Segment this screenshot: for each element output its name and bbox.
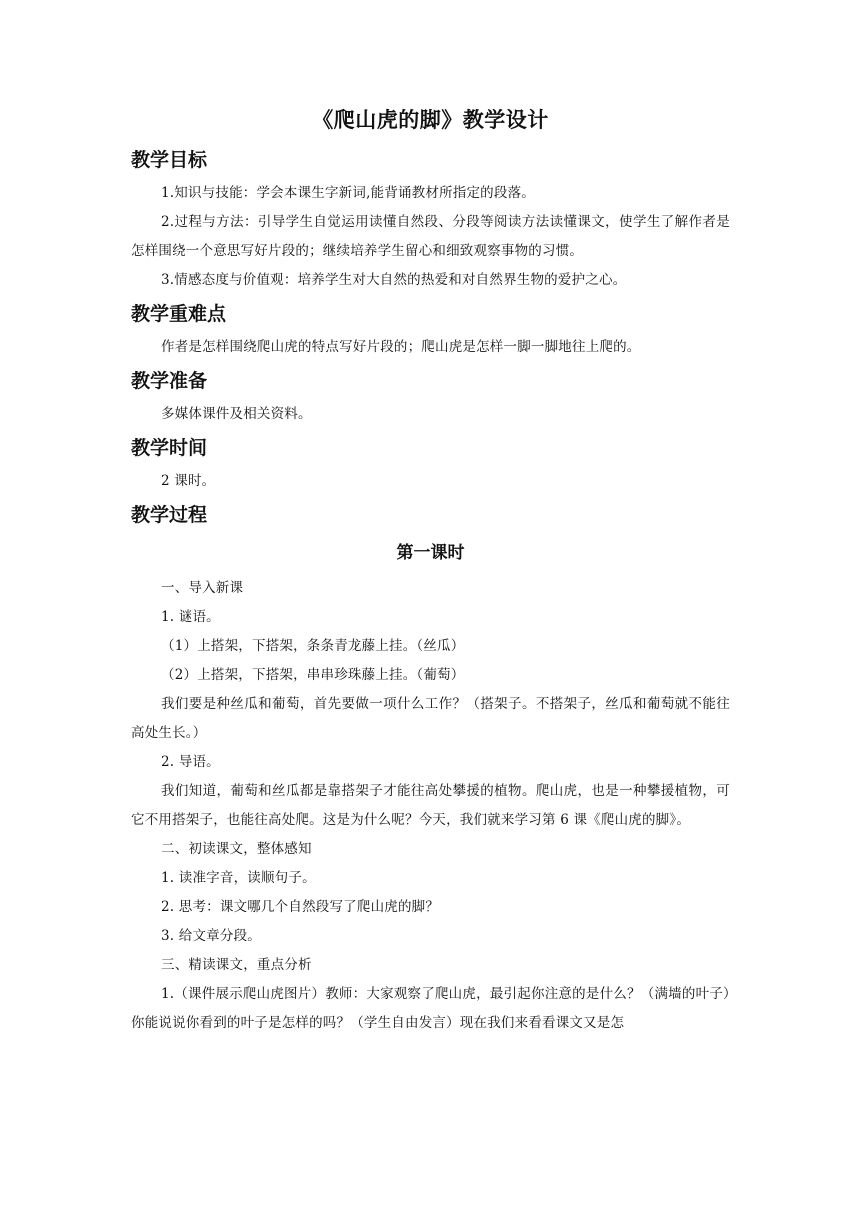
- preparation-heading: 教学准备: [131, 370, 208, 392]
- time-heading: 教学时间: [131, 437, 208, 459]
- process-section: [131, 500, 730, 1038]
- lesson-title: 第一课时: [396, 543, 465, 563]
- document-title: 《爬山虎的脚》教学设计: [312, 107, 549, 132]
- time-section: [131, 433, 730, 496]
- goals-heading: 教学目标: [131, 149, 208, 171]
- goal-item-knowledge: 1.知识与技能：学会本课生字新词,能背诵教材所指定的段落。: [161, 185, 535, 201]
- time-text: 2 课时。: [161, 473, 216, 489]
- process-paragraph: 1. 读准字音，读顺句子。: [161, 870, 316, 886]
- process-heading: 教学过程: [131, 504, 208, 526]
- difficulties-section: [131, 299, 730, 362]
- difficulties-text: 作者是怎样围绕爬山虎的特点写好片段的；爬山虎是怎样一脚一脚地往上爬的。: [161, 339, 641, 355]
- goal-item-process: 2.过程与方法：引导学生自觉运用读懂自然段、分段等阅读方法读懂课文，使学生了解作者是怎样围绕一个意思写好片段的；继续培养学生留心和细致观察事物的习惯。: [131, 214, 730, 259]
- process-paragraph: 一、导入新课: [161, 580, 244, 596]
- process-paragraph: 1.（课件展示爬山虎图片）教师：大家观察了爬山虎，最引起你注意的是什么？（满墙的叶子）你能说说你看到的叶子是怎样的吗？（学生自由发言）现在我们来看看课文又是怎: [131, 986, 730, 1031]
- process-paragraph: 二、初读课文，整体感知: [161, 841, 312, 857]
- process-paragraph: 2. 思考：课文哪几个自然段写了爬山虎的脚？: [161, 899, 440, 915]
- process-paragraph: 1. 谜语。: [161, 609, 220, 625]
- process-paragraph: 我们知道，葡萄和丝瓜都是靠搭架子才能往高处攀援的植物。爬山虎，也是一种攀援植物，可它不用搭架子，也能往高处爬。这是为什么呢？今天，我们就来学习第 6 课《爬山虎的脚》。: [131, 783, 730, 828]
- process-paragraph: 我们要是种丝瓜和葡萄，首先要做一项什么工作？（搭架子。不搭架子，丝瓜和葡萄就不能往高处生长。）: [131, 696, 730, 741]
- preparation-text: 多媒体课件及相关资料。: [161, 406, 312, 422]
- preparation-section: [131, 366, 730, 429]
- process-paragraph: 2. 导语。: [161, 754, 220, 770]
- process-paragraph: （2）上搭架，下搭架，串串珍珠藤上挂。（葡萄）: [161, 667, 465, 683]
- document-content: [131, 103, 730, 1042]
- goal-item-emotion: 3.情感态度与价值观：培养学生对大自然的热爱和对自然界生物的爱护之心。: [161, 272, 627, 288]
- process-paragraph: （1）上搭架，下搭架，条条青龙藤上挂。（丝瓜）: [161, 638, 465, 654]
- process-paragraph: 三、精读课文，重点分析: [161, 957, 312, 973]
- goals-section: [131, 145, 730, 295]
- process-paragraph: 3. 给文章分段。: [161, 928, 261, 944]
- difficulties-heading: 教学重难点: [131, 303, 227, 325]
